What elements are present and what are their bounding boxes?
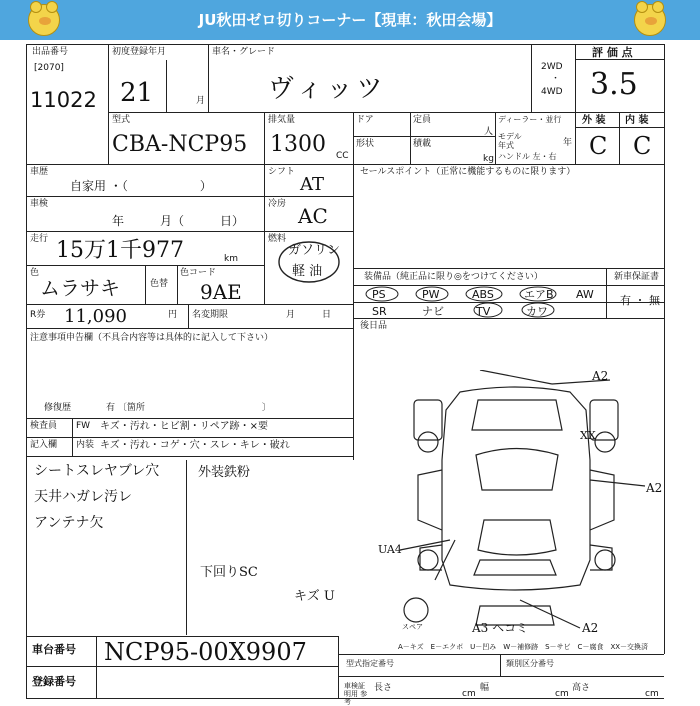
mileage-value: 15万1千977 — [56, 238, 184, 263]
hand-note-right-2: 下回りSC — [200, 565, 258, 580]
equip-kawa: カワ — [526, 305, 548, 318]
reg-no-label: 登録番号 — [32, 675, 76, 688]
kg-unit: kg — [483, 154, 494, 164]
fw-label: FW — [76, 421, 91, 431]
color-label: 色 — [30, 268, 40, 278]
r-label: R券 — [30, 310, 46, 320]
mileage-label: 走行 — [30, 234, 49, 244]
model-value: ヴィッツ — [268, 74, 387, 104]
use-label: 車歴 — [30, 167, 49, 177]
wd4: 4WD — [541, 87, 563, 97]
reg-year-value: 21 — [120, 78, 154, 108]
footer-cm-3: cm — [645, 689, 659, 699]
car-diagram — [380, 370, 670, 640]
ac-label: 冷房 — [268, 199, 287, 209]
sales-label: セールスポイント（正常に機能するものに限ります） — [360, 167, 576, 177]
diagram-mark-4: UA4 — [378, 543, 402, 556]
hand-note-3: アンテナ欠 — [34, 515, 104, 531]
fuel-diesel: 軽 油 — [292, 264, 323, 279]
fuel-circle-mark — [264, 232, 354, 304]
inspect-value: 年 月（ 日） — [112, 214, 245, 228]
hand-note-2: 天井ハガレ汚レ — [34, 489, 132, 505]
entry-label: 記入欄 — [30, 440, 58, 450]
equip-navi: ナビ — [422, 305, 444, 318]
displacement-label: 排気量 — [268, 115, 296, 125]
ac-value: AC — [298, 204, 328, 228]
year-unit: 年 — [563, 138, 573, 148]
inspect-label: 車検 — [30, 199, 49, 209]
name-change-value: 月 日 — [286, 310, 332, 320]
lot-label: 出品番号 — [32, 47, 69, 57]
footer-cm-1: cm — [462, 689, 476, 699]
capacity-label: 定員 — [413, 115, 432, 125]
equip-airbag: エアB — [524, 288, 554, 301]
cc-unit: CC — [336, 151, 349, 161]
footer-hgt: 高さ — [572, 683, 591, 693]
footer-class-label: 類別区分番号 — [506, 659, 554, 668]
score-value: 3.5 — [590, 67, 638, 102]
wd-dot: ・ — [551, 74, 561, 84]
shift-label: シフト — [268, 167, 296, 177]
type-label: 型式 — [112, 115, 131, 125]
fw-value: キズ・汚れ・ヒビ割・リペア跡・×要 — [100, 421, 268, 432]
use-value: 自家用 ・（ ） — [70, 179, 212, 193]
diagram-mark-3: A2 — [646, 481, 663, 495]
hand-note-right-1: 外装鉄粉 — [198, 465, 251, 480]
repair-label: 修復歴 — [44, 403, 72, 413]
chassis-value: NCP95-00X9907 — [104, 638, 307, 666]
equip-sr: SR — [372, 305, 387, 318]
model-label: 車名・グレード — [212, 47, 276, 57]
chassis-label: 車台番号 — [32, 643, 76, 656]
km-unit: km — [224, 254, 238, 264]
door-label: ドア — [356, 115, 374, 125]
checker-label: 検査員 — [30, 421, 58, 431]
paint-label: 色替 — [150, 279, 169, 289]
equip-aw: AW — [576, 288, 594, 301]
footer-model-label: 型式指定番号 — [346, 659, 394, 668]
wd2: 2WD — [541, 62, 563, 72]
person-unit: 人 — [484, 127, 494, 137]
color-code-label: 色コード — [180, 268, 217, 278]
footer-cert-label: 車検証明用 参 考 — [344, 682, 368, 706]
hand-note-right-3: キズ U — [294, 589, 335, 604]
diagram-mark-2: XX — [580, 429, 596, 442]
dealer-label: ディーラー・並行 — [498, 115, 562, 124]
load-label: 積載 — [413, 139, 432, 149]
handle-label: ハンドル 左・右 — [498, 152, 557, 161]
model-year-label: モデル年式 — [498, 132, 522, 150]
diagram-mark-6: A2 — [582, 621, 599, 635]
color-code-value: 9AE — [200, 280, 242, 304]
equip-label: 装備品（純正品に限り◎をつけてください） — [364, 272, 543, 282]
equip-pw: PW — [422, 288, 440, 301]
equip-tv: TV — [476, 305, 491, 318]
color-value: ムラサキ — [40, 276, 120, 300]
equip-abs: ABS — [472, 288, 494, 301]
int-label: 内 装 — [625, 115, 649, 126]
footer-wid: 幅 — [480, 683, 490, 693]
month-unit: 月 — [196, 96, 206, 106]
repair-value: 有 〔箇所 〕 — [106, 403, 271, 413]
shift-value: AT — [300, 174, 325, 195]
displacement-value: 1300 — [270, 132, 326, 157]
spare-label: スペア — [402, 623, 423, 631]
fuel-label: 燃料 — [268, 234, 287, 244]
int-value: C — [633, 132, 652, 160]
equip-ps: PS — [372, 288, 386, 301]
equip-circle-marks — [360, 285, 560, 318]
legend-text: A－キズ E－エクボ U－凹み W－補修跡 S－サビ C－腐食 XX－交換済 — [398, 643, 649, 651]
ext-label: 外 装 — [582, 115, 606, 126]
notes-label: 注意事項申告欄（不具合内容等は具体的に記入して下さい） — [30, 333, 274, 343]
lot-number: 11022 — [30, 88, 97, 112]
r-value: 11,090 — [64, 306, 127, 327]
int-insp-value: キズ・汚れ・コゲ・穴・スレ・キレ・破れ — [100, 440, 290, 451]
post-label: 後日品 — [360, 321, 388, 331]
diagram-mark-5: A3 ヘコミ — [472, 621, 529, 635]
yen-unit: 円 — [168, 310, 178, 320]
shape-label: 形状 — [356, 139, 375, 149]
warranty-value: 有 ・ 無 — [620, 294, 660, 307]
diagram-mark-1: A2 — [592, 369, 609, 383]
score-label: 評 価 点 — [592, 46, 633, 59]
fuel-gas: ガソリン — [288, 243, 341, 258]
int-insp-label: 内装 — [76, 440, 95, 450]
footer-cm-2: cm — [555, 689, 569, 699]
name-change-label: 名変期限 — [192, 310, 229, 320]
header-title: JU秋田ゼロ切りコーナー【現車：秋田会場】 — [198, 11, 502, 29]
footer-len: 長さ — [374, 683, 393, 693]
hand-note-1: シートスレヤブレ穴 — [34, 463, 160, 479]
type-value: CBA-NCP95 — [112, 132, 248, 157]
warranty-label: 新車保証書 — [614, 272, 660, 282]
lot-sub: [2070] — [34, 63, 64, 73]
ext-value: C — [589, 132, 608, 160]
reg-year-label: 初度登録年月 — [112, 47, 167, 57]
